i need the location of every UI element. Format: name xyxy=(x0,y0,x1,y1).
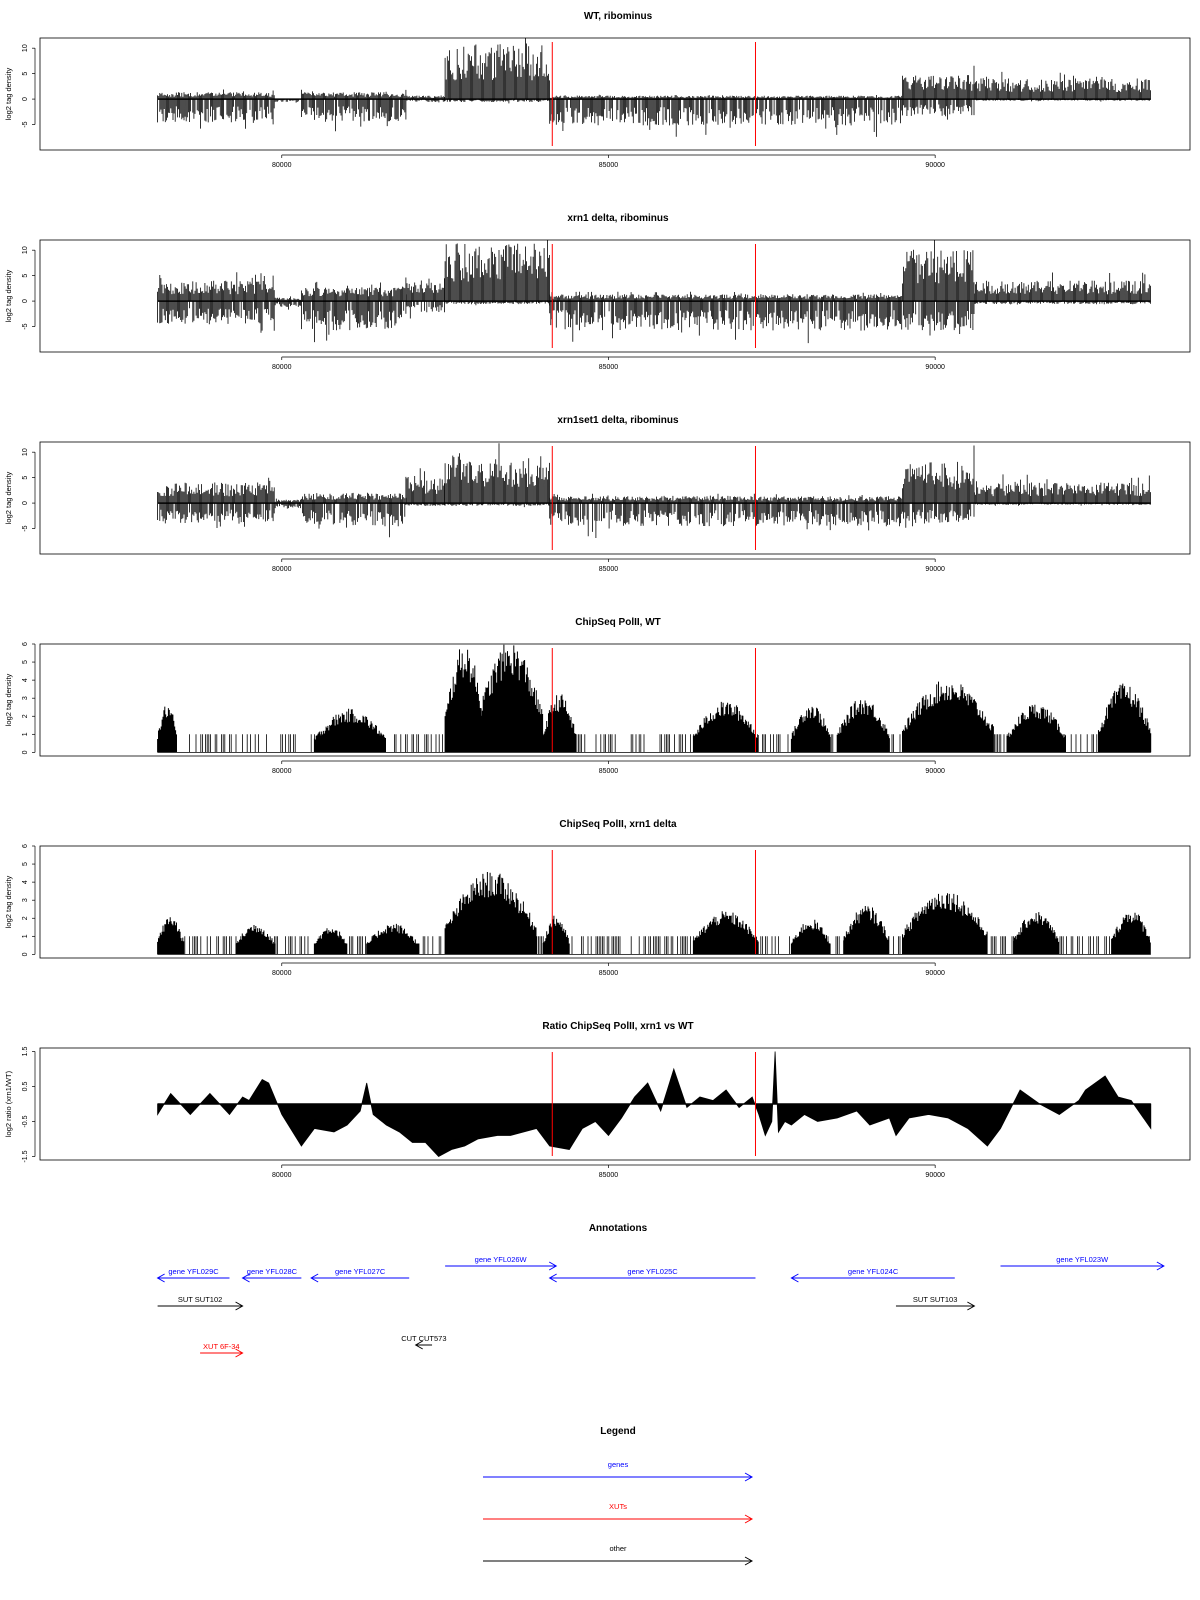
y-tick-label: 3 xyxy=(22,898,29,903)
signal-bars xyxy=(158,734,1151,752)
x-tick-label: 85000 xyxy=(598,1172,619,1179)
feature-gene xyxy=(791,1267,954,1282)
x-tick-label: 80000 xyxy=(272,1172,292,1179)
y-axis-label: log2 tag density xyxy=(4,67,13,121)
y-axis-label: log2 tag density xyxy=(4,673,13,727)
x-tick-label: 80000 xyxy=(272,162,292,169)
track-panel xyxy=(4,1021,1190,1179)
annotations-title: Annotations xyxy=(588,1223,648,1234)
feature-label: CUT CUT573 xyxy=(401,1334,447,1343)
signal-peak xyxy=(543,916,569,955)
y-tick-label: -5 xyxy=(22,323,29,330)
x-tick-label: 85000 xyxy=(598,970,619,977)
x-tick-label: 80000 xyxy=(272,970,292,977)
signal-bars xyxy=(445,443,549,507)
y-tick-label: -5 xyxy=(22,525,29,532)
track-panel xyxy=(4,819,1190,977)
feature-other xyxy=(896,1295,974,1310)
y-tick-label: 2 xyxy=(22,916,29,921)
panel-title: Ratio ChipSeq PolII, xrn1 vs WT xyxy=(542,1021,694,1032)
signal-bars xyxy=(445,38,549,103)
signal-bars xyxy=(903,446,975,528)
feature-xut xyxy=(200,1342,242,1357)
signal-bars xyxy=(550,95,902,137)
signal-peak xyxy=(314,709,385,753)
feature-label: gene YFL029C xyxy=(168,1267,219,1276)
panel-title: ChipSeq PolII, WT xyxy=(575,617,661,628)
y-axis-label: log2 tag density xyxy=(4,875,13,929)
y-tick-label: 1.5 xyxy=(22,1046,29,1057)
x-tick-label: 90000 xyxy=(925,162,945,169)
y-tick-label: 0 xyxy=(22,299,29,304)
signal-peak xyxy=(693,911,758,954)
legend-item xyxy=(483,1544,752,1565)
x-tick-label: 80000 xyxy=(272,566,292,573)
data-series xyxy=(158,443,1151,538)
track-panel xyxy=(4,617,1190,775)
y-tick-label: 0 xyxy=(22,750,29,755)
y-tick-label: 5 xyxy=(22,862,29,867)
legend-label: XUTs xyxy=(609,1502,627,1511)
x-tick-label: 90000 xyxy=(925,566,945,573)
signal-peak xyxy=(478,645,543,753)
signal-bars xyxy=(301,493,406,538)
legend-item xyxy=(483,1460,752,1481)
y-tick-label: 0 xyxy=(22,501,29,506)
legend-title: Legend xyxy=(600,1426,636,1437)
legend-label: other xyxy=(609,1544,627,1553)
signal-peak xyxy=(791,707,830,752)
y-axis-label: log2 tag density xyxy=(4,269,13,323)
feature-label: gene YFL027C xyxy=(335,1267,386,1276)
feature-label: XUT 6F-34 xyxy=(203,1342,240,1351)
feature-other xyxy=(158,1295,243,1310)
x-tick-label: 90000 xyxy=(925,1172,945,1179)
signal-bars xyxy=(158,272,275,332)
x-tick-label: 85000 xyxy=(598,768,619,775)
y-tick-label: 4 xyxy=(22,678,29,683)
signal-peak xyxy=(236,925,275,954)
feature-label: gene YFL024C xyxy=(847,1267,899,1276)
track-panel xyxy=(4,213,1190,371)
feature-gene xyxy=(445,1255,556,1270)
x-tick-label: 85000 xyxy=(598,566,619,573)
annotations-panel xyxy=(158,1223,1164,1357)
feature-gene xyxy=(158,1267,230,1282)
signal-peak xyxy=(1014,912,1059,954)
y-tick-label: 10 xyxy=(22,246,29,255)
signal-peak xyxy=(445,872,536,954)
y-tick-label: 10 xyxy=(22,448,29,457)
x-tick-label: 90000 xyxy=(925,768,945,775)
feature-label: gene YFL023W xyxy=(1056,1255,1109,1264)
y-tick-label: -0.5 xyxy=(22,1115,29,1128)
signal-bars xyxy=(974,474,1150,505)
signal-bars xyxy=(974,72,1150,102)
signal-peak xyxy=(693,702,758,752)
y-tick-label: 5 xyxy=(22,71,29,76)
feature-label: gene YFL028C xyxy=(246,1267,298,1276)
feature-gene xyxy=(1001,1255,1164,1270)
signal-peak xyxy=(837,700,889,752)
signal-bars xyxy=(406,278,445,319)
y-axis-label: log2 tag density xyxy=(4,471,13,525)
feature-label: SUT SUT102 xyxy=(177,1295,223,1304)
data-series xyxy=(158,1052,1151,1157)
signal-peak xyxy=(158,917,184,954)
feature-other xyxy=(401,1334,446,1349)
legend-panel xyxy=(483,1426,752,1565)
signal-bars xyxy=(550,494,902,538)
data-series xyxy=(158,872,1151,954)
feature-gene xyxy=(243,1267,302,1282)
y-tick-label: 0.5 xyxy=(22,1081,29,1092)
x-tick-label: 80000 xyxy=(272,364,292,371)
y-tick-label: 1 xyxy=(22,732,29,737)
signal-peak xyxy=(903,682,994,753)
panel-title: xrn1 delta, ribominus xyxy=(567,213,669,224)
y-tick-label: 4 xyxy=(22,880,29,885)
signal-bars xyxy=(301,282,406,342)
feature-gene xyxy=(550,1267,756,1282)
x-tick-label: 85000 xyxy=(598,162,619,169)
signal-bars xyxy=(903,240,975,336)
y-tick-label: 5 xyxy=(22,475,29,480)
y-tick-label: 1 xyxy=(22,934,29,939)
signal-peak xyxy=(844,906,889,954)
signal-peak xyxy=(314,928,346,954)
panel-title: ChipSeq PolII, xrn1 delta xyxy=(559,819,677,830)
data-series xyxy=(158,38,1151,137)
feature-label: gene YFL025C xyxy=(627,1267,678,1276)
signal-bars xyxy=(406,468,445,506)
feature-gene xyxy=(311,1267,409,1282)
signal-peak xyxy=(903,893,988,954)
y-tick-label: 0 xyxy=(22,97,29,102)
signal-bars xyxy=(445,240,549,306)
signal-bars xyxy=(158,90,275,129)
signal-bars xyxy=(158,936,1151,954)
x-tick-label: 85000 xyxy=(598,364,619,371)
signal-peak xyxy=(367,924,419,954)
signal-peak xyxy=(1112,913,1151,955)
y-tick-label: 5 xyxy=(22,660,29,665)
y-tick-label: 6 xyxy=(22,844,29,848)
signal-bars xyxy=(550,292,902,344)
signal-peak xyxy=(791,920,830,955)
signal-peak xyxy=(1007,705,1066,753)
y-tick-label: -5 xyxy=(22,121,29,128)
panel-title: WT, ribominus xyxy=(583,11,653,22)
signal-bars xyxy=(903,66,975,120)
y-tick-label: 3 xyxy=(22,696,29,701)
signal-peak xyxy=(1099,684,1151,753)
signal-bars xyxy=(275,296,300,309)
signal-bars xyxy=(301,90,406,132)
y-axis-label: log2 ratio (xrn1/WT) xyxy=(4,1070,13,1138)
feature-label: gene YFL026W xyxy=(474,1255,527,1264)
panel-title: xrn1set1 delta, ribominus xyxy=(557,415,679,426)
feature-label: SUT SUT103 xyxy=(912,1295,958,1304)
signal-peak xyxy=(158,707,177,753)
legend-item xyxy=(483,1502,752,1523)
legend-label: genes xyxy=(607,1460,629,1469)
y-tick-label: 5 xyxy=(22,273,29,278)
y-tick-label: 2 xyxy=(22,714,29,719)
y-tick-label: 6 xyxy=(22,642,29,646)
signal-bars xyxy=(974,273,1150,305)
x-tick-label: 90000 xyxy=(925,364,945,371)
data-series xyxy=(158,645,1151,753)
track-panel xyxy=(4,11,1190,169)
y-tick-label: 0 xyxy=(22,952,29,957)
y-tick-label: 10 xyxy=(22,44,29,53)
track-panel xyxy=(4,415,1190,573)
signal-peak xyxy=(543,695,575,753)
y-tick-label: -1.5 xyxy=(22,1150,29,1163)
x-tick-label: 90000 xyxy=(925,970,945,977)
x-tick-label: 80000 xyxy=(272,768,292,775)
data-series xyxy=(158,240,1151,343)
